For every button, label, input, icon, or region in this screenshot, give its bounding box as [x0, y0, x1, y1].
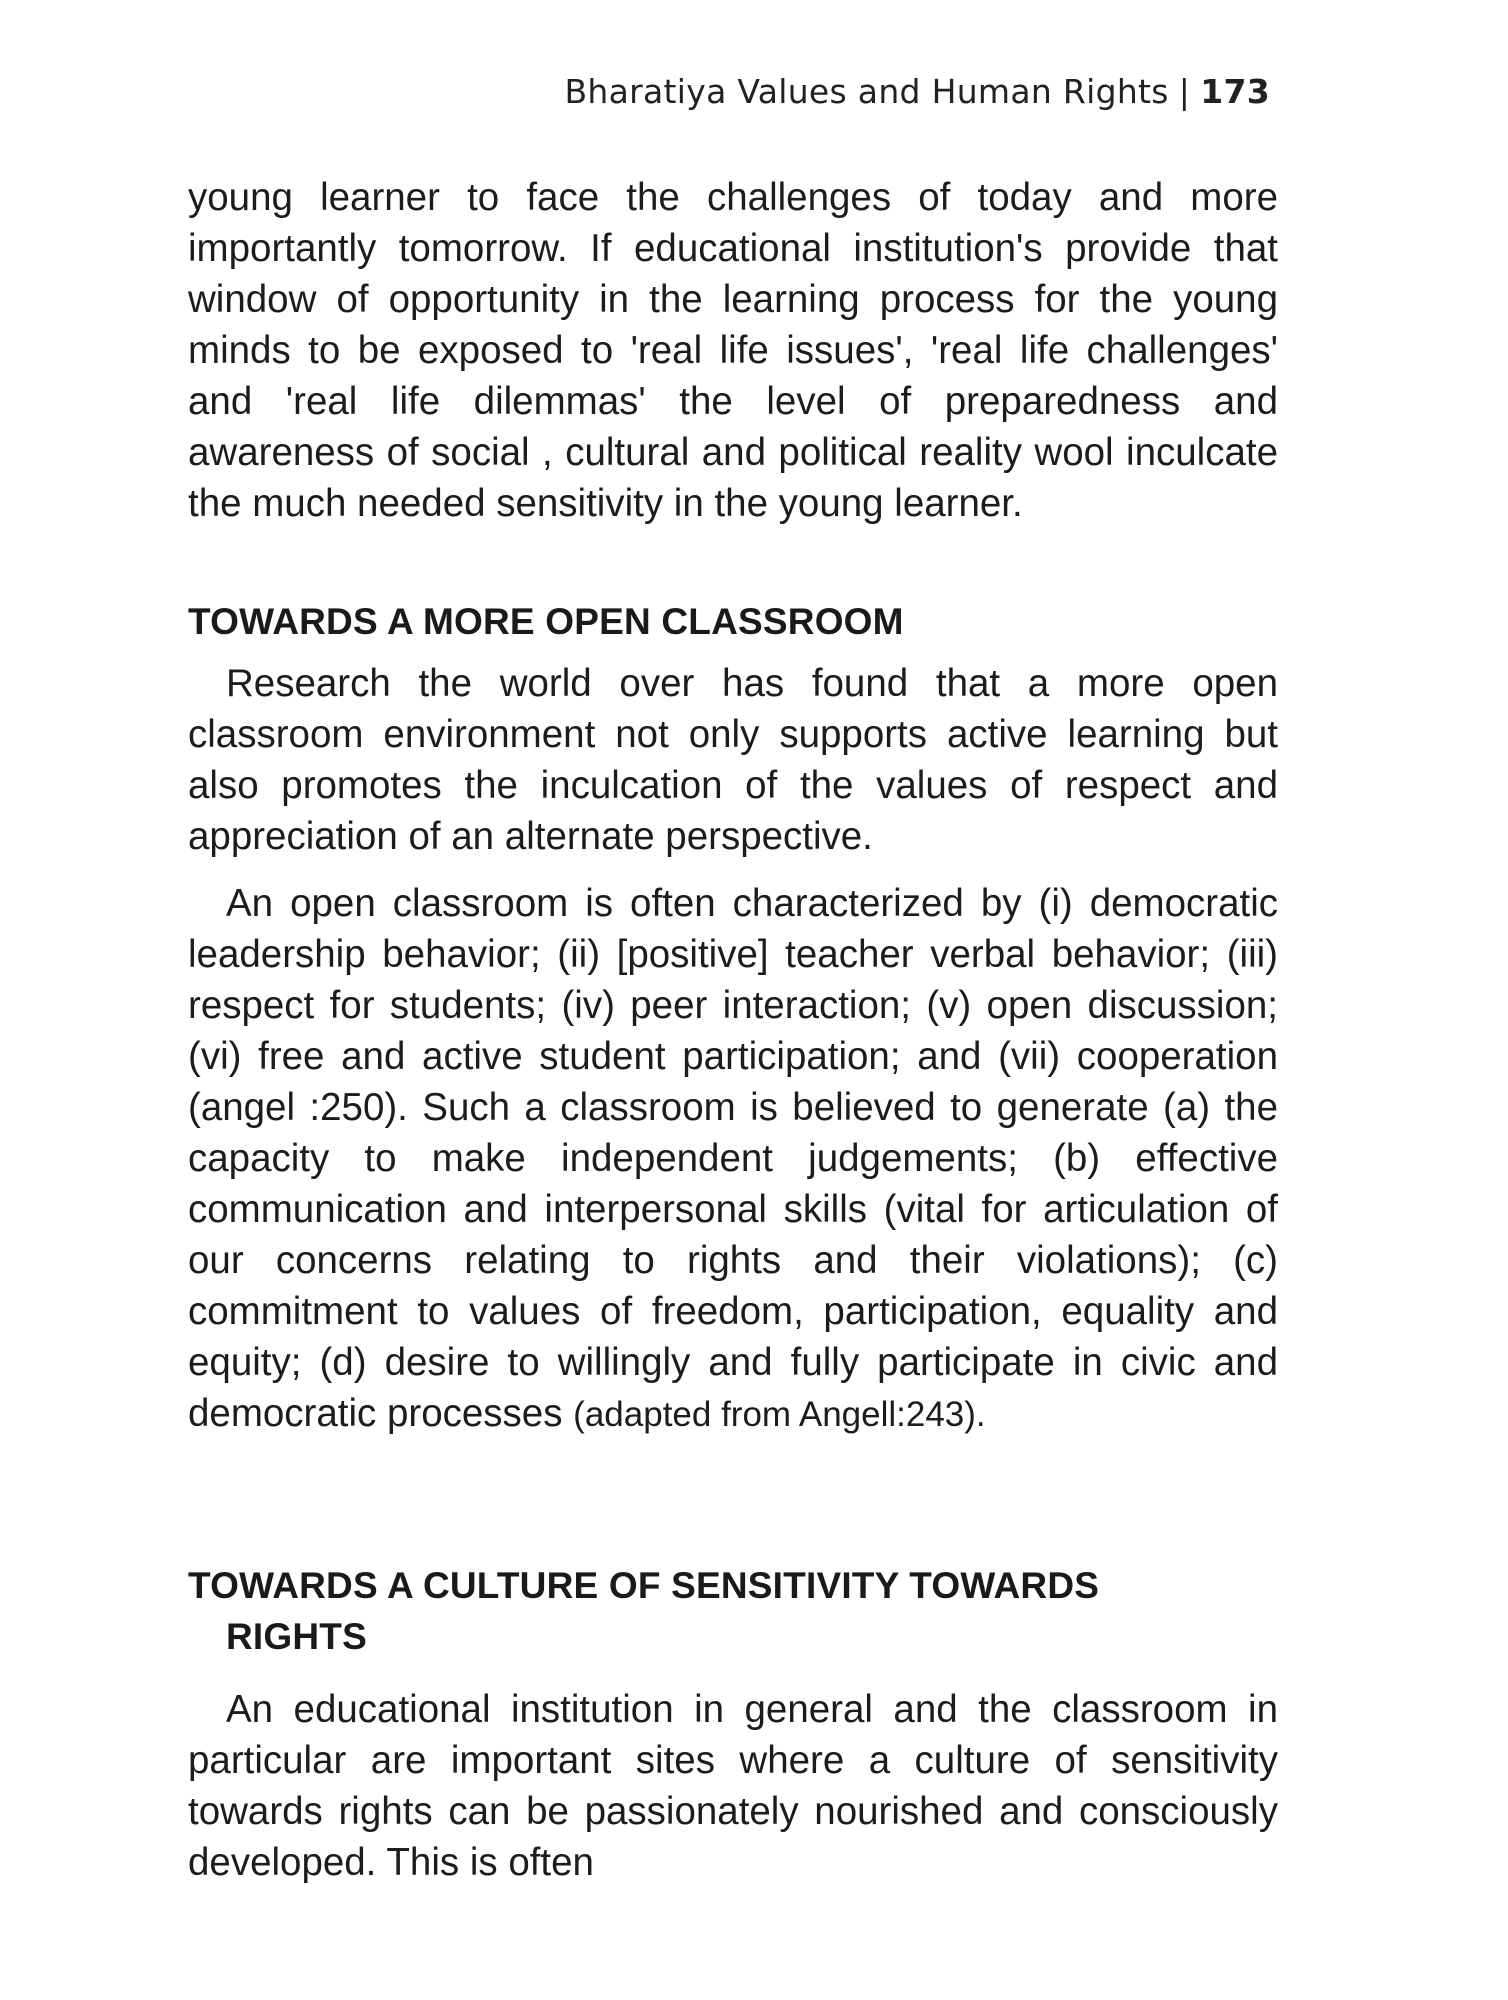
- paragraph-research: Research the world over has found that a more open classroom environment not only supports active learning but also promotes the inculcation of the values of respect and appreciation of an alternate perspective.: [188, 662, 1278, 858]
- section-heading-culture-of-sensitivity: [188, 1560, 1278, 1662]
- section-heading-open-classroom: TOWARDS A MORE OPEN CLASSROOM: [188, 601, 904, 642]
- paragraph-educational-institution: An educational institution in general and the classroom in particular are important sites where a culture of sensitivity towards rights can be passionately nourished and consciously developed. This is often: [188, 1688, 1278, 1884]
- paragraph-open-classroom: [188, 878, 1278, 1440]
- running-header: [564, 72, 1270, 111]
- header-separator: |: [1178, 72, 1191, 111]
- continued-paragraph: young learner to face the challenges of today and more importantly tomorrow. If educational institution's provide that window of opportunity in the learning process for the young minds to be exposed to 'real life issues', 'real life challenges' and 'real life dilemmas' the level of preparedness and awareness of social , cultural and political reality wool inculcate the much needed sensitivity in the young learner.: [188, 176, 1278, 525]
- book-title: Bharatiya Values and Human Rights: [564, 72, 1169, 111]
- heading-line-1: TOWARDS A CULTURE OF SENSITIVITY TOWARDS: [188, 1565, 1100, 1606]
- citation-angell: (adapted from Angell:243).: [573, 1395, 986, 1434]
- heading-line-2: RIGHTS: [226, 1616, 367, 1657]
- page-number: 173: [1200, 72, 1270, 111]
- paragraph-open-classroom-text: An open classroom is often characterized by (i) democratic leadership behavior; (ii) [positive] teacher verbal behavior; (iii) respect for students; (iv) peer interaction; (v) open discussion; (vi) free and active student participation; and (vii) cooperation (angel :250). Such a classroom is believed to generate (a) the capacity to make independent judgements; (b) effective communication and interpersonal skills (vital for articulation of our concerns relating to rights and their violations); (c) commitment to values of freedom, participation, equality and equity; (d) desire to willingly and fully participate in civic and democratic processes: [188, 882, 1278, 1435]
